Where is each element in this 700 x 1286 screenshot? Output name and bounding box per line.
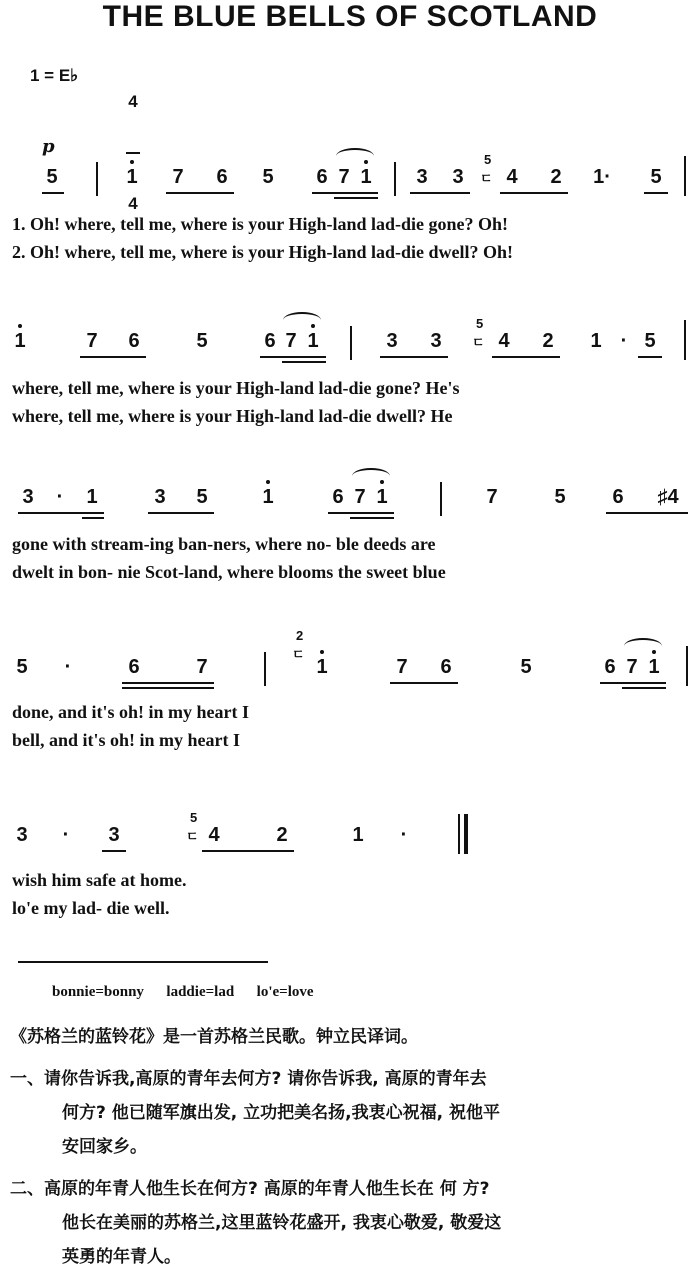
underline xyxy=(350,517,394,519)
underline xyxy=(500,192,568,194)
grace-note: 5 xyxy=(484,152,492,167)
note: 1 xyxy=(376,486,388,508)
underline xyxy=(390,682,458,684)
note: 7 xyxy=(396,656,408,678)
slur xyxy=(352,468,390,484)
lyrics-line: wish him safe at home. xyxy=(12,870,187,890)
note: 6 xyxy=(216,166,228,188)
barline xyxy=(440,482,442,516)
underline xyxy=(328,512,394,514)
note: 3 xyxy=(16,824,28,846)
note: 3 xyxy=(452,166,464,188)
chinese-verse-2-line: 二、高原的年青人他生长在何方? 高原的年青人他生长在 何 方? xyxy=(10,1179,490,1199)
underline xyxy=(282,361,326,363)
note: 7 xyxy=(196,656,208,678)
grace-mark: ㄷ xyxy=(472,335,485,350)
note: 2 xyxy=(276,824,288,846)
chinese-verse-1-line: 安回家乡。 xyxy=(62,1137,147,1157)
chinese-verse-2-line: 他长在美丽的苏格兰,这里蓝铃花盛开, 我衷心敬爱, 敬爱这 xyxy=(62,1213,502,1233)
underline xyxy=(410,192,470,194)
note: 3 xyxy=(108,824,120,846)
slur xyxy=(336,148,374,164)
underline xyxy=(380,356,448,358)
note: · xyxy=(400,824,408,846)
note: 6 xyxy=(440,656,452,678)
barline xyxy=(264,652,266,686)
note: 3 xyxy=(154,486,166,508)
underline xyxy=(42,192,64,194)
lyrics-line: gone with stream-ing ban-ners, where no- ble deeds are xyxy=(12,534,436,554)
octave-dot xyxy=(320,650,324,654)
underline xyxy=(312,192,378,194)
time-signature-top: 4 xyxy=(128,92,138,111)
note: 2 xyxy=(550,166,562,188)
chinese-intro: 《苏格兰的蓝铃花》是一首苏格兰民歌。钟立民译词。 xyxy=(10,1027,418,1047)
lyrics-line: 2. Oh! where, tell me, where is your High-land lad-die dwell? Oh! xyxy=(12,242,514,262)
underline xyxy=(18,512,104,514)
note: 6 xyxy=(332,486,344,508)
note: 5 xyxy=(196,330,208,352)
underline xyxy=(492,356,560,358)
note: 2 xyxy=(542,330,554,352)
underline xyxy=(102,850,126,852)
dynamic-marking: p xyxy=(42,136,55,157)
barline xyxy=(686,646,688,686)
note: 1 xyxy=(307,330,319,352)
chinese-verse-1-line: 一、请你告诉我,高原的青年去何方? 请你告诉我, 高原的青年去 xyxy=(10,1069,487,1089)
underline xyxy=(622,687,666,689)
note: 3 xyxy=(386,330,398,352)
note: 3 xyxy=(416,166,428,188)
note: 5 xyxy=(554,486,566,508)
slur xyxy=(283,312,321,328)
note: 6 xyxy=(604,656,616,678)
barline xyxy=(350,326,352,360)
note: 4 xyxy=(506,166,518,188)
lyrics-line: 1. Oh! where, tell me, where is your High-land lad-die gone? Oh! xyxy=(12,214,509,234)
note: 7 xyxy=(338,166,350,188)
chinese-verse-1-line: 何方? 他已随军旗出发, 立功把美名扬,我衷心祝福, 祝他平 xyxy=(62,1103,500,1123)
staff-1 xyxy=(0,152,700,222)
note: 5 xyxy=(644,330,656,352)
note: 6 xyxy=(128,656,140,678)
note: 6 xyxy=(128,330,140,352)
note: 7 xyxy=(626,656,638,678)
underline xyxy=(80,356,146,358)
note: 1 xyxy=(86,486,98,508)
grace-note: 2 xyxy=(296,628,304,643)
note: · xyxy=(56,486,64,508)
lyrics-line: bell, and it's oh! in my heart I xyxy=(12,730,241,750)
footnote: bonnie=bonny laddie=lad lo'e=love xyxy=(52,984,314,1000)
note: 1 xyxy=(316,656,328,678)
note: 3 xyxy=(430,330,442,352)
note: 7 xyxy=(486,486,498,508)
lyrics-line: where, tell me, where is your High-land lad-die dwell? He xyxy=(12,406,453,426)
note: 7 xyxy=(354,486,366,508)
grace-mark: ㄷ xyxy=(292,647,305,662)
note: 4 xyxy=(498,330,510,352)
barline xyxy=(96,162,98,196)
underline xyxy=(122,682,214,684)
note: 5 xyxy=(650,166,662,188)
underline xyxy=(166,192,234,194)
key-signature: 1 = E♭ xyxy=(30,66,79,85)
barline xyxy=(684,320,686,360)
note: 7 xyxy=(86,330,98,352)
underline xyxy=(606,512,688,514)
note: ♯4 xyxy=(657,486,679,508)
grace-note: 5 xyxy=(190,810,198,825)
note: · xyxy=(620,330,628,352)
underline xyxy=(260,356,326,358)
chinese-verse-2-line: 英勇的年青人。 xyxy=(62,1247,181,1267)
note: 1 xyxy=(360,166,372,188)
octave-dot xyxy=(130,160,134,164)
underline xyxy=(122,687,214,689)
underline xyxy=(82,517,104,519)
lyrics-line: dwelt in bon- nie Scot-land, where blooms the sweet blue xyxy=(12,562,446,582)
note: 4 xyxy=(208,824,220,846)
grace-mark: ㄷ xyxy=(480,171,493,186)
note: 5 xyxy=(16,656,28,678)
slur xyxy=(624,638,662,654)
octave-dot xyxy=(18,324,22,328)
note: 3 xyxy=(22,486,34,508)
note: 5 xyxy=(196,486,208,508)
lyrics-line: lo'e my lad- die well. xyxy=(12,898,170,918)
note: 1· xyxy=(593,166,611,188)
staff-3 xyxy=(0,472,700,542)
note: 1 xyxy=(262,486,274,508)
footnote-rule xyxy=(18,961,268,963)
song-title: THE BLUE BELLS OF SCOTLAND xyxy=(102,0,598,33)
note: 7 xyxy=(172,166,184,188)
time-signature-bottom: 4 xyxy=(128,194,138,213)
lyrics-line: where, tell me, where is your High-land lad-die gone? He's xyxy=(12,378,460,398)
note: 1 xyxy=(352,824,364,846)
octave-dot xyxy=(266,480,270,484)
underline xyxy=(638,356,662,358)
note: 1 xyxy=(648,656,660,678)
staff-2 xyxy=(0,316,700,386)
lyrics-line: done, and it's oh! in my heart I xyxy=(12,702,250,722)
note: 1 xyxy=(590,330,602,352)
final-barline xyxy=(464,814,468,854)
note: 5 xyxy=(46,166,58,188)
barline xyxy=(394,162,396,196)
underline xyxy=(148,512,214,514)
grace-mark: ㄷ xyxy=(186,829,199,844)
note: 5 xyxy=(262,166,274,188)
note: 1 xyxy=(14,330,26,352)
note: 6 xyxy=(264,330,276,352)
note: 6 xyxy=(612,486,624,508)
underline xyxy=(600,682,666,684)
barline xyxy=(458,814,460,854)
underline xyxy=(202,850,294,852)
underline xyxy=(644,192,668,194)
grace-note: 5 xyxy=(476,316,484,331)
note: 5 xyxy=(520,656,532,678)
note: · xyxy=(64,656,72,678)
note: 7 xyxy=(285,330,297,352)
note: · xyxy=(62,824,70,846)
barline xyxy=(684,156,686,196)
note: 1 xyxy=(126,166,138,188)
underline xyxy=(334,197,378,199)
note: 6 xyxy=(316,166,328,188)
